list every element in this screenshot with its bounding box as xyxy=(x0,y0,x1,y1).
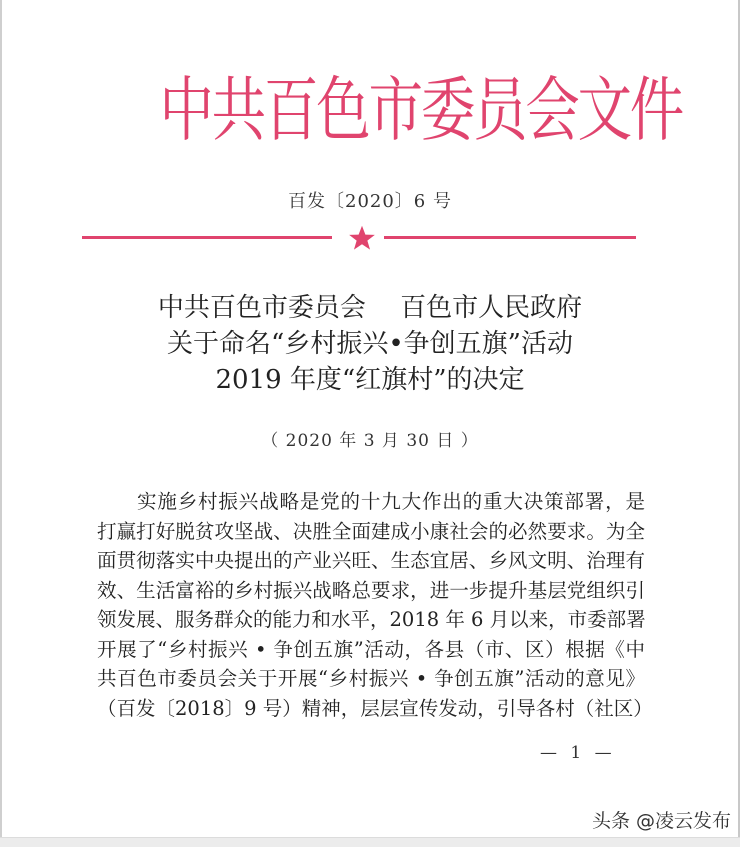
body-line: 共百色市委员会关于开展“乡村振兴 • 争创五旗”活动的意见》 xyxy=(97,667,645,690)
document-date: （ 2020 年 3 月 30 日 ） xyxy=(261,431,479,451)
bottom-bar xyxy=(0,837,740,847)
body-line: 领发展、服务群众的能力和水平，2018 年 6 月以来，市委部署 xyxy=(97,608,646,631)
document-masthead: 中共百色市委员会文件 xyxy=(159,69,682,151)
document-title xyxy=(0,290,740,398)
red-star-icon xyxy=(348,224,376,252)
title-line-3: 2019 年度“红旗村”的决定 xyxy=(215,365,525,395)
body-line: 开展了“乡村振兴 • 争创五旗”活动，各县（市、区）根据《中 xyxy=(97,637,645,661)
title-line-2: 关于命名“乡村振兴•争创五旗”活动 xyxy=(167,329,573,359)
page-number: — 1 — xyxy=(540,743,616,763)
body-line: 效、生活富裕的乡村振兴战略总要求，进一步提升基层党组织引 xyxy=(97,578,645,602)
body-line: 打赢打好脱贫攻坚战、决胜全面建成小康社会的必然要求。为全 xyxy=(97,519,645,543)
red-divider-right xyxy=(384,236,636,239)
document-body xyxy=(97,487,653,723)
body-line: 实施乡村振兴战略是党的十九大作出的重大决策部署，是 xyxy=(137,490,645,513)
red-divider-left xyxy=(82,236,332,239)
title-line-1: 中共百色市委员会 百色市人民政府 xyxy=(157,293,583,323)
document-number: 百发〔2020〕6 号 xyxy=(288,191,452,212)
body-line: 面贯彻落实中央提出的产业兴旺、生态宜居、乡风文明、治理有 xyxy=(97,549,645,572)
source-watermark: 头条 @凌云发布 xyxy=(592,810,732,832)
body-line: （百发〔2018〕9 号）精神，层层宣传发动，引导各村（社区） xyxy=(97,696,653,720)
